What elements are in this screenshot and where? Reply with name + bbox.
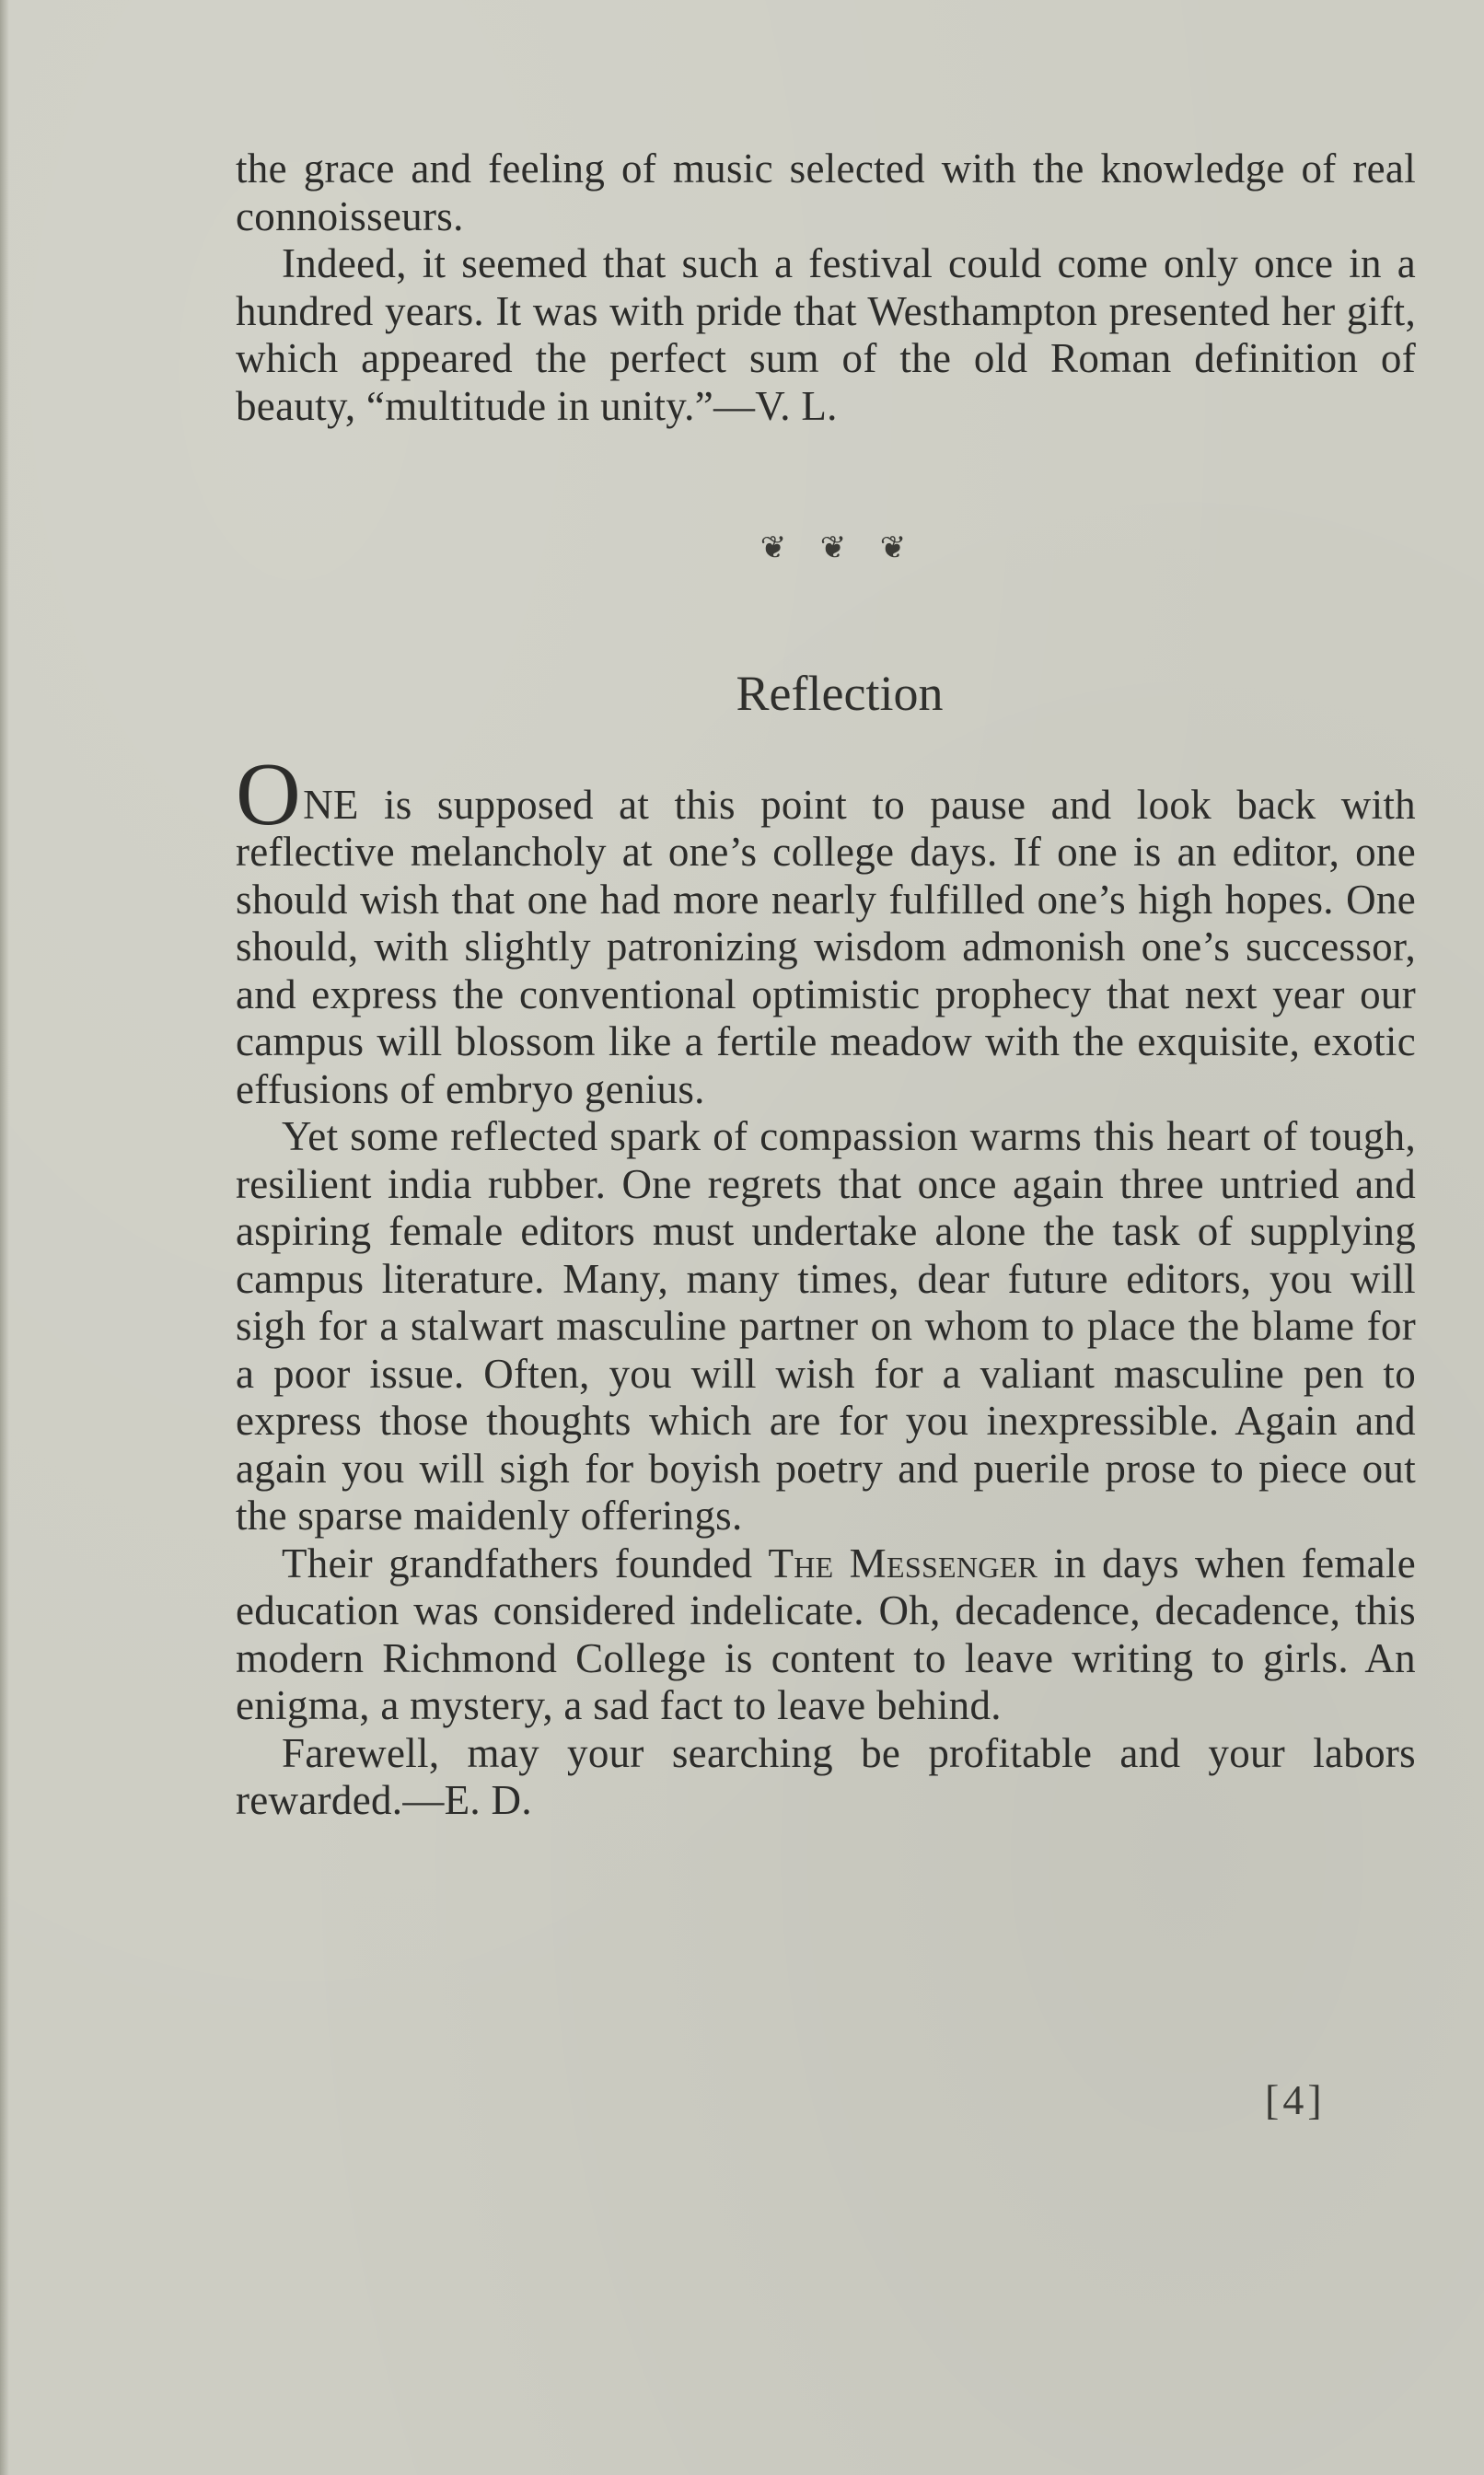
section-title: Reflection	[736, 666, 944, 721]
opening-word: NE	[303, 781, 359, 828]
section-ornament: ❦ ❦ ❦	[759, 531, 920, 565]
reflection-paragraph-1-text: is supposed at this point to pause and look back with reflective melancholy at one’s college days. If one is an editor, one should wish that one had more nearly fulfilled one’s high hopes. One should, with slightly patronizing wisdom admonish one’s successor, and express the conventional optimistic prophecy that next year our campus will blossom like a fertile meadow with the exquisite, exotic effusions of embryo genius.	[236, 781, 1416, 1112]
reflection-paragraph-3-rest: in days when female education was considered indelicate. Oh, decadence, decadence, this modern Richmond College is content to leave writing to girls. An enigma, a mystery, a sad fact to leave behind.	[236, 1540, 1417, 1729]
reflection-paragraph-1	[236, 744, 1416, 1114]
reflection-paragraph-3	[236, 1540, 1416, 1730]
continuation-paragraph-2: Indeed, it seemed that such a festival could come only once in a hundred years. It was with pride that Westhampton presented her gift, which appeared the perfect sum of the old Roman definition of beauty, “multitude in unity.”—V. L.	[236, 240, 1416, 429]
continuation-paragraph-1: the grace and feeling of music selected with the knowledge of real connoisseurs.	[236, 145, 1416, 239]
drop-cap: O	[236, 744, 302, 844]
text-column	[236, 145, 1416, 1825]
reflection-paragraph-3-start: Their grandfathers founded	[282, 1540, 769, 1586]
publication-name: The Messenger	[768, 1540, 1038, 1586]
page-number: [4]	[1265, 2076, 1326, 2123]
reflection-paragraph-4: Farewell, may your searching be profitable and your labors rewarded.—E. D.	[236, 1729, 1416, 1824]
reflection-paragraph-2: Yet some reflected spark of compassion warms this heart of tough, resilient india rubber. One regrets that once again three untried and aspiring female editors must undertake alone the task of supplying campus literature. Many, many times, dear future editors, you will sigh for a stalwart masculine partner on whom to place the blame for a poor issue. Often, you will wish for a valiant masculine pen to express those thoughts which are for you inexpressible. Again and again you will sigh for boyish poetry and puerile prose to piece out the sparse maidenly offerings.	[236, 1113, 1416, 1540]
